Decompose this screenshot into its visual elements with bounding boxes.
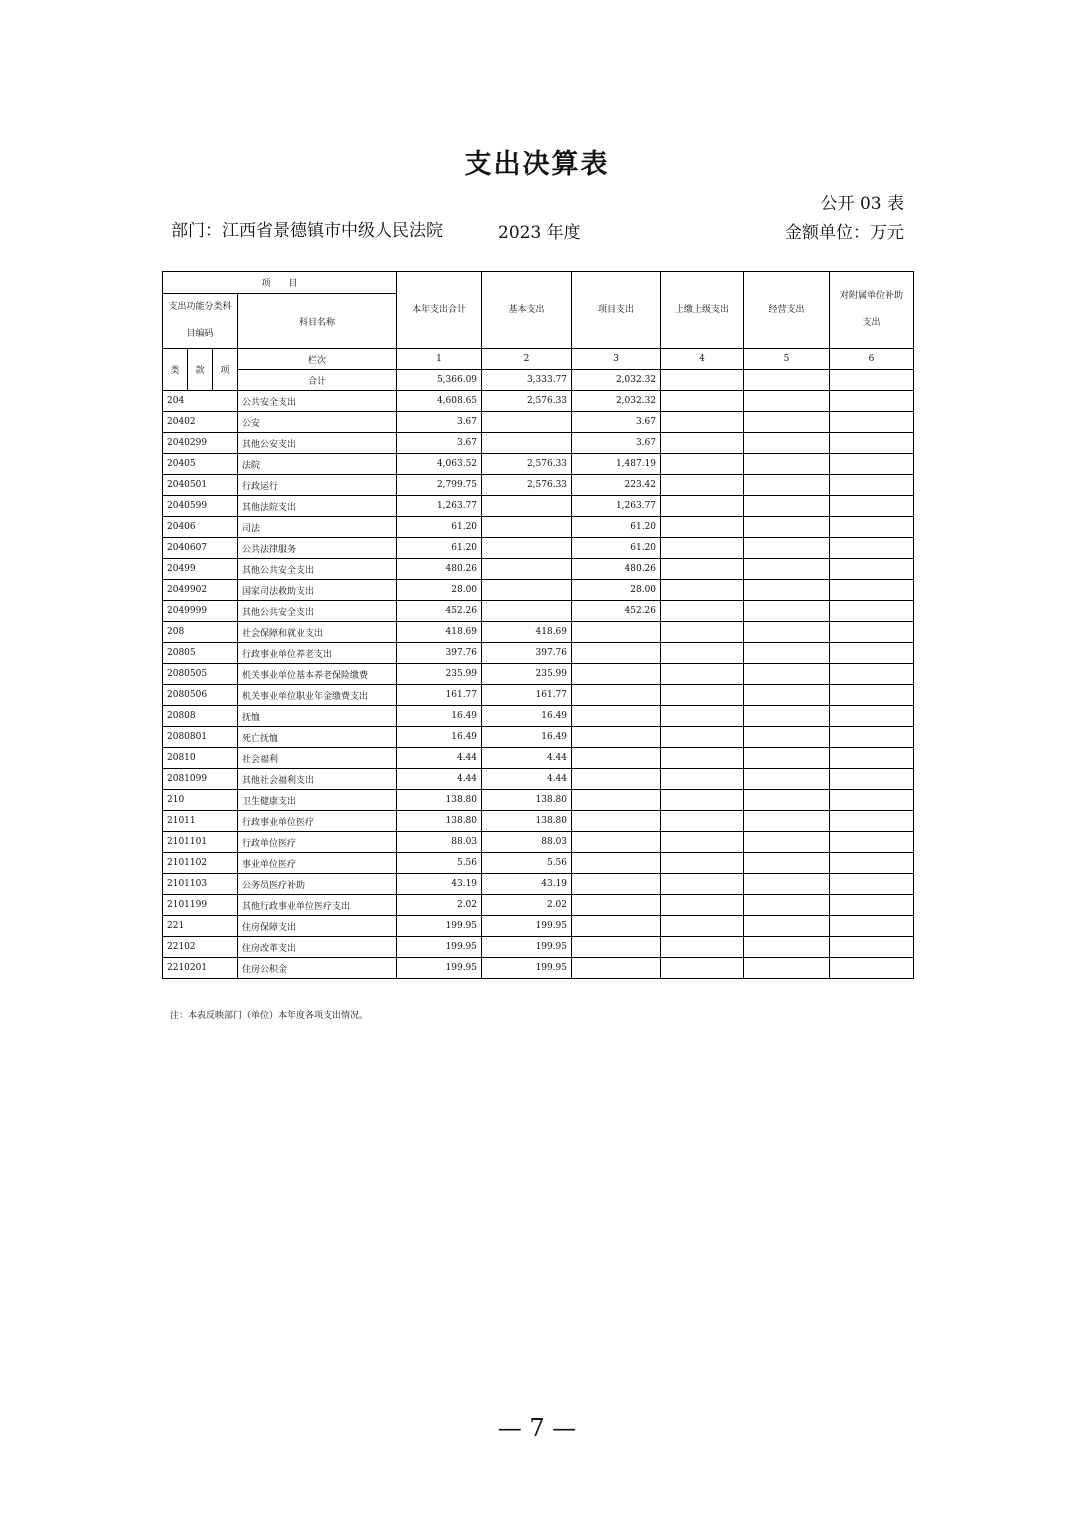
- amount-cell: 4,063.52: [397, 454, 482, 475]
- amount-cell: [744, 496, 830, 517]
- subject-code: 2040501: [163, 475, 238, 496]
- amount-cell: 3.67: [572, 433, 661, 454]
- table-row: [163, 937, 914, 958]
- amount-cell: [744, 832, 830, 853]
- amount-cell: [572, 895, 661, 916]
- table-row: [163, 391, 914, 412]
- amount-cell: [661, 790, 744, 811]
- amount-cell: 88.03: [397, 832, 482, 853]
- amount-cell: [661, 433, 744, 454]
- amount-cell: 61.20: [572, 517, 661, 538]
- amount-cell: [661, 727, 744, 748]
- amount-cell: [572, 727, 661, 748]
- amount-cell: [572, 643, 661, 664]
- amount-cell: [572, 769, 661, 790]
- amount-cell: [744, 958, 830, 979]
- amount-cell: [661, 580, 744, 601]
- amount-cell: [661, 559, 744, 580]
- subject-name: 机关事业单位基本养老保险缴费: [238, 664, 397, 685]
- amount-cell: [744, 538, 830, 559]
- amount-cell: [572, 811, 661, 832]
- amount-cell: [830, 937, 914, 958]
- amount-cell: [744, 601, 830, 622]
- amount-cell: [744, 559, 830, 580]
- amount-cell: [744, 790, 830, 811]
- amount-cell: 28.00: [397, 580, 482, 601]
- subject-name: 社会保障和就业支出: [238, 622, 397, 643]
- subject-name: 住房公积金: [238, 958, 397, 979]
- table-row: [163, 748, 914, 769]
- amount-cell: 138.80: [397, 811, 482, 832]
- amount-cell: [572, 664, 661, 685]
- amount-cell: [830, 496, 914, 517]
- header-xiang: 项: [213, 349, 238, 391]
- amount-cell: [661, 643, 744, 664]
- amount-cell: 397.76: [482, 643, 572, 664]
- amount-cell: 199.95: [397, 958, 482, 979]
- amount-cell: [482, 559, 572, 580]
- amount-cell: [830, 580, 914, 601]
- table-row: [163, 622, 914, 643]
- subject-code: 21011: [163, 811, 238, 832]
- subject-name: 事业单位医疗: [238, 853, 397, 874]
- amount-cell: 16.49: [482, 706, 572, 727]
- amount-cell: 4.44: [482, 769, 572, 790]
- idx-cell: 6: [830, 349, 914, 370]
- amount-cell: [830, 748, 914, 769]
- subject-name: 公共安全支出: [238, 391, 397, 412]
- amount-cell: [744, 916, 830, 937]
- amount-cell: 199.95: [397, 937, 482, 958]
- table-row: [163, 790, 914, 811]
- header-basic: 基本支出: [482, 272, 572, 349]
- page-title: 支出决算表: [464, 149, 610, 180]
- subject-name: 住房改革支出: [238, 937, 397, 958]
- amount-cell: [830, 475, 914, 496]
- amount-cell: 452.26: [397, 601, 482, 622]
- idx-cell: 3: [572, 349, 661, 370]
- amount-cell: [661, 538, 744, 559]
- table-row: [163, 853, 914, 874]
- amount-cell: 4,608.65: [397, 391, 482, 412]
- amount-cell: [482, 433, 572, 454]
- amount-cell: [830, 601, 914, 622]
- amount-cell: 2.02: [482, 895, 572, 916]
- sum-cell: [661, 370, 744, 391]
- amount-cell: 16.49: [482, 727, 572, 748]
- amount-cell: [744, 622, 830, 643]
- amount-cell: 480.26: [572, 559, 661, 580]
- subject-code: 204: [163, 391, 238, 412]
- table-row: [163, 517, 914, 538]
- amount-cell: [830, 706, 914, 727]
- idx-cell: 2: [482, 349, 572, 370]
- amount-cell: 235.99: [397, 664, 482, 685]
- amount-cell: [661, 601, 744, 622]
- subject-code: 20808: [163, 706, 238, 727]
- amount-cell: [830, 811, 914, 832]
- amount-cell: [830, 454, 914, 475]
- amount-cell: [661, 454, 744, 475]
- subject-code: 2049999: [163, 601, 238, 622]
- amount-cell: [830, 685, 914, 706]
- subject-code: 210: [163, 790, 238, 811]
- subject-code: 2040599: [163, 496, 238, 517]
- subject-name: 其他公共安全支出: [238, 559, 397, 580]
- subject-code: 2210201: [163, 958, 238, 979]
- amount-cell: [830, 727, 914, 748]
- amount-cell: [661, 811, 744, 832]
- subject-name: 其他公共安全支出: [238, 601, 397, 622]
- table-row: [163, 643, 914, 664]
- sum-cell: 2,032.32: [572, 370, 661, 391]
- table-row: [163, 706, 914, 727]
- amount-cell: [830, 916, 914, 937]
- amount-cell: 480.26: [397, 559, 482, 580]
- subject-name: 抚恤: [238, 706, 397, 727]
- amount-cell: 1,263.77: [572, 496, 661, 517]
- amount-cell: [830, 664, 914, 685]
- amount-cell: 235.99: [482, 664, 572, 685]
- amount-cell: [744, 811, 830, 832]
- amount-cell: [744, 874, 830, 895]
- amount-cell: 199.95: [482, 916, 572, 937]
- amount-cell: [661, 412, 744, 433]
- subject-code: 2101103: [163, 874, 238, 895]
- amount-cell: 199.95: [482, 937, 572, 958]
- amount-cell: 61.20: [397, 538, 482, 559]
- subject-code: 2080505: [163, 664, 238, 685]
- amount-cell: [744, 433, 830, 454]
- amount-cell: [572, 853, 661, 874]
- table-row: [163, 580, 914, 601]
- amount-cell: 61.20: [397, 517, 482, 538]
- amount-cell: [744, 727, 830, 748]
- amount-cell: 16.49: [397, 706, 482, 727]
- amount-cell: [744, 475, 830, 496]
- header-subsidy: 对附属单位补助支出: [830, 272, 914, 349]
- amount-cell: 452.26: [572, 601, 661, 622]
- table-row: [163, 685, 914, 706]
- subject-name: 社会福利: [238, 748, 397, 769]
- amount-cell: 199.95: [482, 958, 572, 979]
- amount-cell: [661, 706, 744, 727]
- amount-cell: [482, 517, 572, 538]
- sum-cell: [744, 370, 830, 391]
- amount-cell: [830, 412, 914, 433]
- amount-cell: [744, 895, 830, 916]
- subject-code: 22102: [163, 937, 238, 958]
- subject-name: 公安: [238, 412, 397, 433]
- amount-cell: [482, 580, 572, 601]
- unit-label: 金额单位：万元: [785, 223, 904, 243]
- table-row: [163, 433, 914, 454]
- subject-code: 221: [163, 916, 238, 937]
- amount-cell: 4.44: [397, 769, 482, 790]
- table-row: [163, 559, 914, 580]
- amount-cell: [744, 391, 830, 412]
- amount-cell: [744, 664, 830, 685]
- subject-name: 公务员医疗补助: [238, 874, 397, 895]
- amount-cell: [744, 517, 830, 538]
- sum-cell: [830, 370, 914, 391]
- amount-cell: 418.69: [482, 622, 572, 643]
- amount-cell: [830, 622, 914, 643]
- header-total: 本年支出合计: [397, 272, 482, 349]
- amount-cell: 4.44: [397, 748, 482, 769]
- amount-cell: [830, 559, 914, 580]
- subject-code: 20406: [163, 517, 238, 538]
- table-row: [163, 601, 914, 622]
- header-project: 项 目: [163, 272, 397, 294]
- amount-cell: 138.80: [482, 790, 572, 811]
- amount-cell: [744, 643, 830, 664]
- amount-cell: [661, 937, 744, 958]
- subject-name: 法院: [238, 454, 397, 475]
- subject-code: 20499: [163, 559, 238, 580]
- table-row: [163, 727, 914, 748]
- subject-code: 20405: [163, 454, 238, 475]
- table-row: [163, 454, 914, 475]
- subject-name: 死亡抚恤: [238, 727, 397, 748]
- amount-cell: 4.44: [482, 748, 572, 769]
- subject-code: 20402: [163, 412, 238, 433]
- subject-name: 行政单位医疗: [238, 832, 397, 853]
- amount-cell: [661, 685, 744, 706]
- amount-cell: [830, 538, 914, 559]
- amount-cell: [661, 853, 744, 874]
- header-upper: 上缴上级支出: [661, 272, 744, 349]
- expenditure-table: [162, 271, 914, 979]
- table-row: [163, 496, 914, 517]
- amount-cell: [830, 391, 914, 412]
- amount-cell: 2.02: [397, 895, 482, 916]
- amount-cell: [572, 748, 661, 769]
- amount-cell: [482, 496, 572, 517]
- amount-cell: [744, 937, 830, 958]
- subject-code: 2101102: [163, 853, 238, 874]
- amount-cell: [661, 832, 744, 853]
- subject-code: 2049902: [163, 580, 238, 601]
- subject-name: 司法: [238, 517, 397, 538]
- amount-cell: 1,263.77: [397, 496, 482, 517]
- subject-name: 其他公安支出: [238, 433, 397, 454]
- amount-cell: 5.56: [482, 853, 572, 874]
- subject-code: 2040607: [163, 538, 238, 559]
- table-row: [163, 916, 914, 937]
- table-code: 公开 03 表: [820, 194, 904, 214]
- subject-code: 20810: [163, 748, 238, 769]
- amount-cell: [744, 853, 830, 874]
- subject-code: 208: [163, 622, 238, 643]
- amount-cell: 161.77: [397, 685, 482, 706]
- amount-cell: [661, 664, 744, 685]
- amount-cell: 3.67: [572, 412, 661, 433]
- amount-cell: 43.19: [397, 874, 482, 895]
- amount-cell: [661, 769, 744, 790]
- amount-cell: [572, 874, 661, 895]
- amount-cell: [830, 958, 914, 979]
- amount-cell: [830, 769, 914, 790]
- amount-cell: [661, 517, 744, 538]
- subject-name: 其他行政事业单位医疗支出: [238, 895, 397, 916]
- amount-cell: [572, 706, 661, 727]
- amount-cell: [572, 916, 661, 937]
- amount-cell: [830, 517, 914, 538]
- amount-cell: 138.80: [397, 790, 482, 811]
- idx-cell: 1: [397, 349, 482, 370]
- sum-label: 合计: [238, 370, 397, 391]
- amount-cell: [744, 769, 830, 790]
- amount-cell: 43.19: [482, 874, 572, 895]
- subject-name: 其他法院支出: [238, 496, 397, 517]
- amount-cell: [661, 391, 744, 412]
- amount-cell: 2,576.33: [482, 391, 572, 412]
- amount-cell: [830, 790, 914, 811]
- amount-cell: [744, 412, 830, 433]
- amount-cell: [572, 622, 661, 643]
- subject-name: 国家司法救助支出: [238, 580, 397, 601]
- amount-cell: [830, 853, 914, 874]
- subject-name: 公共法律服务: [238, 538, 397, 559]
- subject-name: 行政运行: [238, 475, 397, 496]
- amount-cell: [744, 706, 830, 727]
- header-business: 经营支出: [744, 272, 830, 349]
- subject-code: 2101199: [163, 895, 238, 916]
- sum-cell: 3,333.77: [482, 370, 572, 391]
- amount-cell: [830, 895, 914, 916]
- year-label: 2023 年度: [498, 223, 581, 243]
- sum-cell: 5,366.09: [397, 370, 482, 391]
- amount-cell: 199.95: [397, 916, 482, 937]
- amount-cell: 61.20: [572, 538, 661, 559]
- amount-cell: 138.80: [482, 811, 572, 832]
- row-index-label: 栏次: [238, 349, 397, 370]
- amount-cell: [482, 601, 572, 622]
- amount-cell: 3.67: [397, 412, 482, 433]
- table-row: [163, 811, 914, 832]
- page-number: — 7 —: [497, 1414, 577, 1442]
- amount-cell: [572, 937, 661, 958]
- subject-code: 2080801: [163, 727, 238, 748]
- table-row: [163, 895, 914, 916]
- table-row: [163, 412, 914, 433]
- table-row: [163, 769, 914, 790]
- amount-cell: [744, 748, 830, 769]
- subject-name: 卫生健康支出: [238, 790, 397, 811]
- amount-cell: [572, 790, 661, 811]
- subject-name: 行政事业单位养老支出: [238, 643, 397, 664]
- amount-cell: 161.77: [482, 685, 572, 706]
- amount-cell: 5.56: [397, 853, 482, 874]
- amount-cell: [830, 832, 914, 853]
- header-lei: 类: [163, 349, 188, 391]
- subject-name: 行政事业单位医疗: [238, 811, 397, 832]
- idx-cell: 4: [661, 349, 744, 370]
- subject-name: 其他社会福利支出: [238, 769, 397, 790]
- amount-cell: 2,032.32: [572, 391, 661, 412]
- amount-cell: 88.03: [482, 832, 572, 853]
- amount-cell: [661, 958, 744, 979]
- amount-cell: [661, 916, 744, 937]
- amount-cell: [830, 874, 914, 895]
- amount-cell: [572, 685, 661, 706]
- subject-code: 2101101: [163, 832, 238, 853]
- amount-cell: [661, 622, 744, 643]
- amount-cell: 28.00: [572, 580, 661, 601]
- amount-cell: [572, 832, 661, 853]
- amount-cell: 1,487.19: [572, 454, 661, 475]
- amount-cell: [830, 643, 914, 664]
- amount-cell: 2,576.33: [482, 475, 572, 496]
- amount-cell: [830, 433, 914, 454]
- header-subject-name: 科目名称: [238, 294, 397, 349]
- table-row: [163, 664, 914, 685]
- amount-cell: [661, 496, 744, 517]
- amount-cell: 223.42: [572, 475, 661, 496]
- subject-code: 2040299: [163, 433, 238, 454]
- amount-cell: [744, 685, 830, 706]
- subject-code: 2081099: [163, 769, 238, 790]
- table-row: [163, 475, 914, 496]
- table-note: 注：本表反映部门（单位）本年度各项支出情况。: [170, 1011, 369, 1021]
- amount-cell: 2,799.75: [397, 475, 482, 496]
- table-row: [163, 958, 914, 979]
- amount-cell: 397.76: [397, 643, 482, 664]
- amount-cell: [482, 412, 572, 433]
- amount-cell: 3.67: [397, 433, 482, 454]
- table-row: [163, 874, 914, 895]
- idx-cell: 5: [744, 349, 830, 370]
- amount-cell: [661, 475, 744, 496]
- header-project-expense: 项目支出: [572, 272, 661, 349]
- table-row: [163, 538, 914, 559]
- department-label: 部门：江西省景德镇市中级人民法院: [171, 221, 443, 241]
- subject-code: 20805: [163, 643, 238, 664]
- subject-name: 机关事业单位职业年金缴费支出: [238, 685, 397, 706]
- amount-cell: 16.49: [397, 727, 482, 748]
- amount-cell: [572, 958, 661, 979]
- amount-cell: 2,576.33: [482, 454, 572, 475]
- amount-cell: [744, 454, 830, 475]
- subject-code: 2080506: [163, 685, 238, 706]
- amount-cell: [661, 895, 744, 916]
- amount-cell: [661, 874, 744, 895]
- subject-name: 住房保障支出: [238, 916, 397, 937]
- amount-cell: [744, 580, 830, 601]
- amount-cell: [482, 538, 572, 559]
- amount-cell: 418.69: [397, 622, 482, 643]
- header-func-class: 支出功能分类科目编码: [163, 294, 238, 349]
- amount-cell: [661, 748, 744, 769]
- header-kuan: 款: [188, 349, 213, 391]
- table-row: [163, 832, 914, 853]
